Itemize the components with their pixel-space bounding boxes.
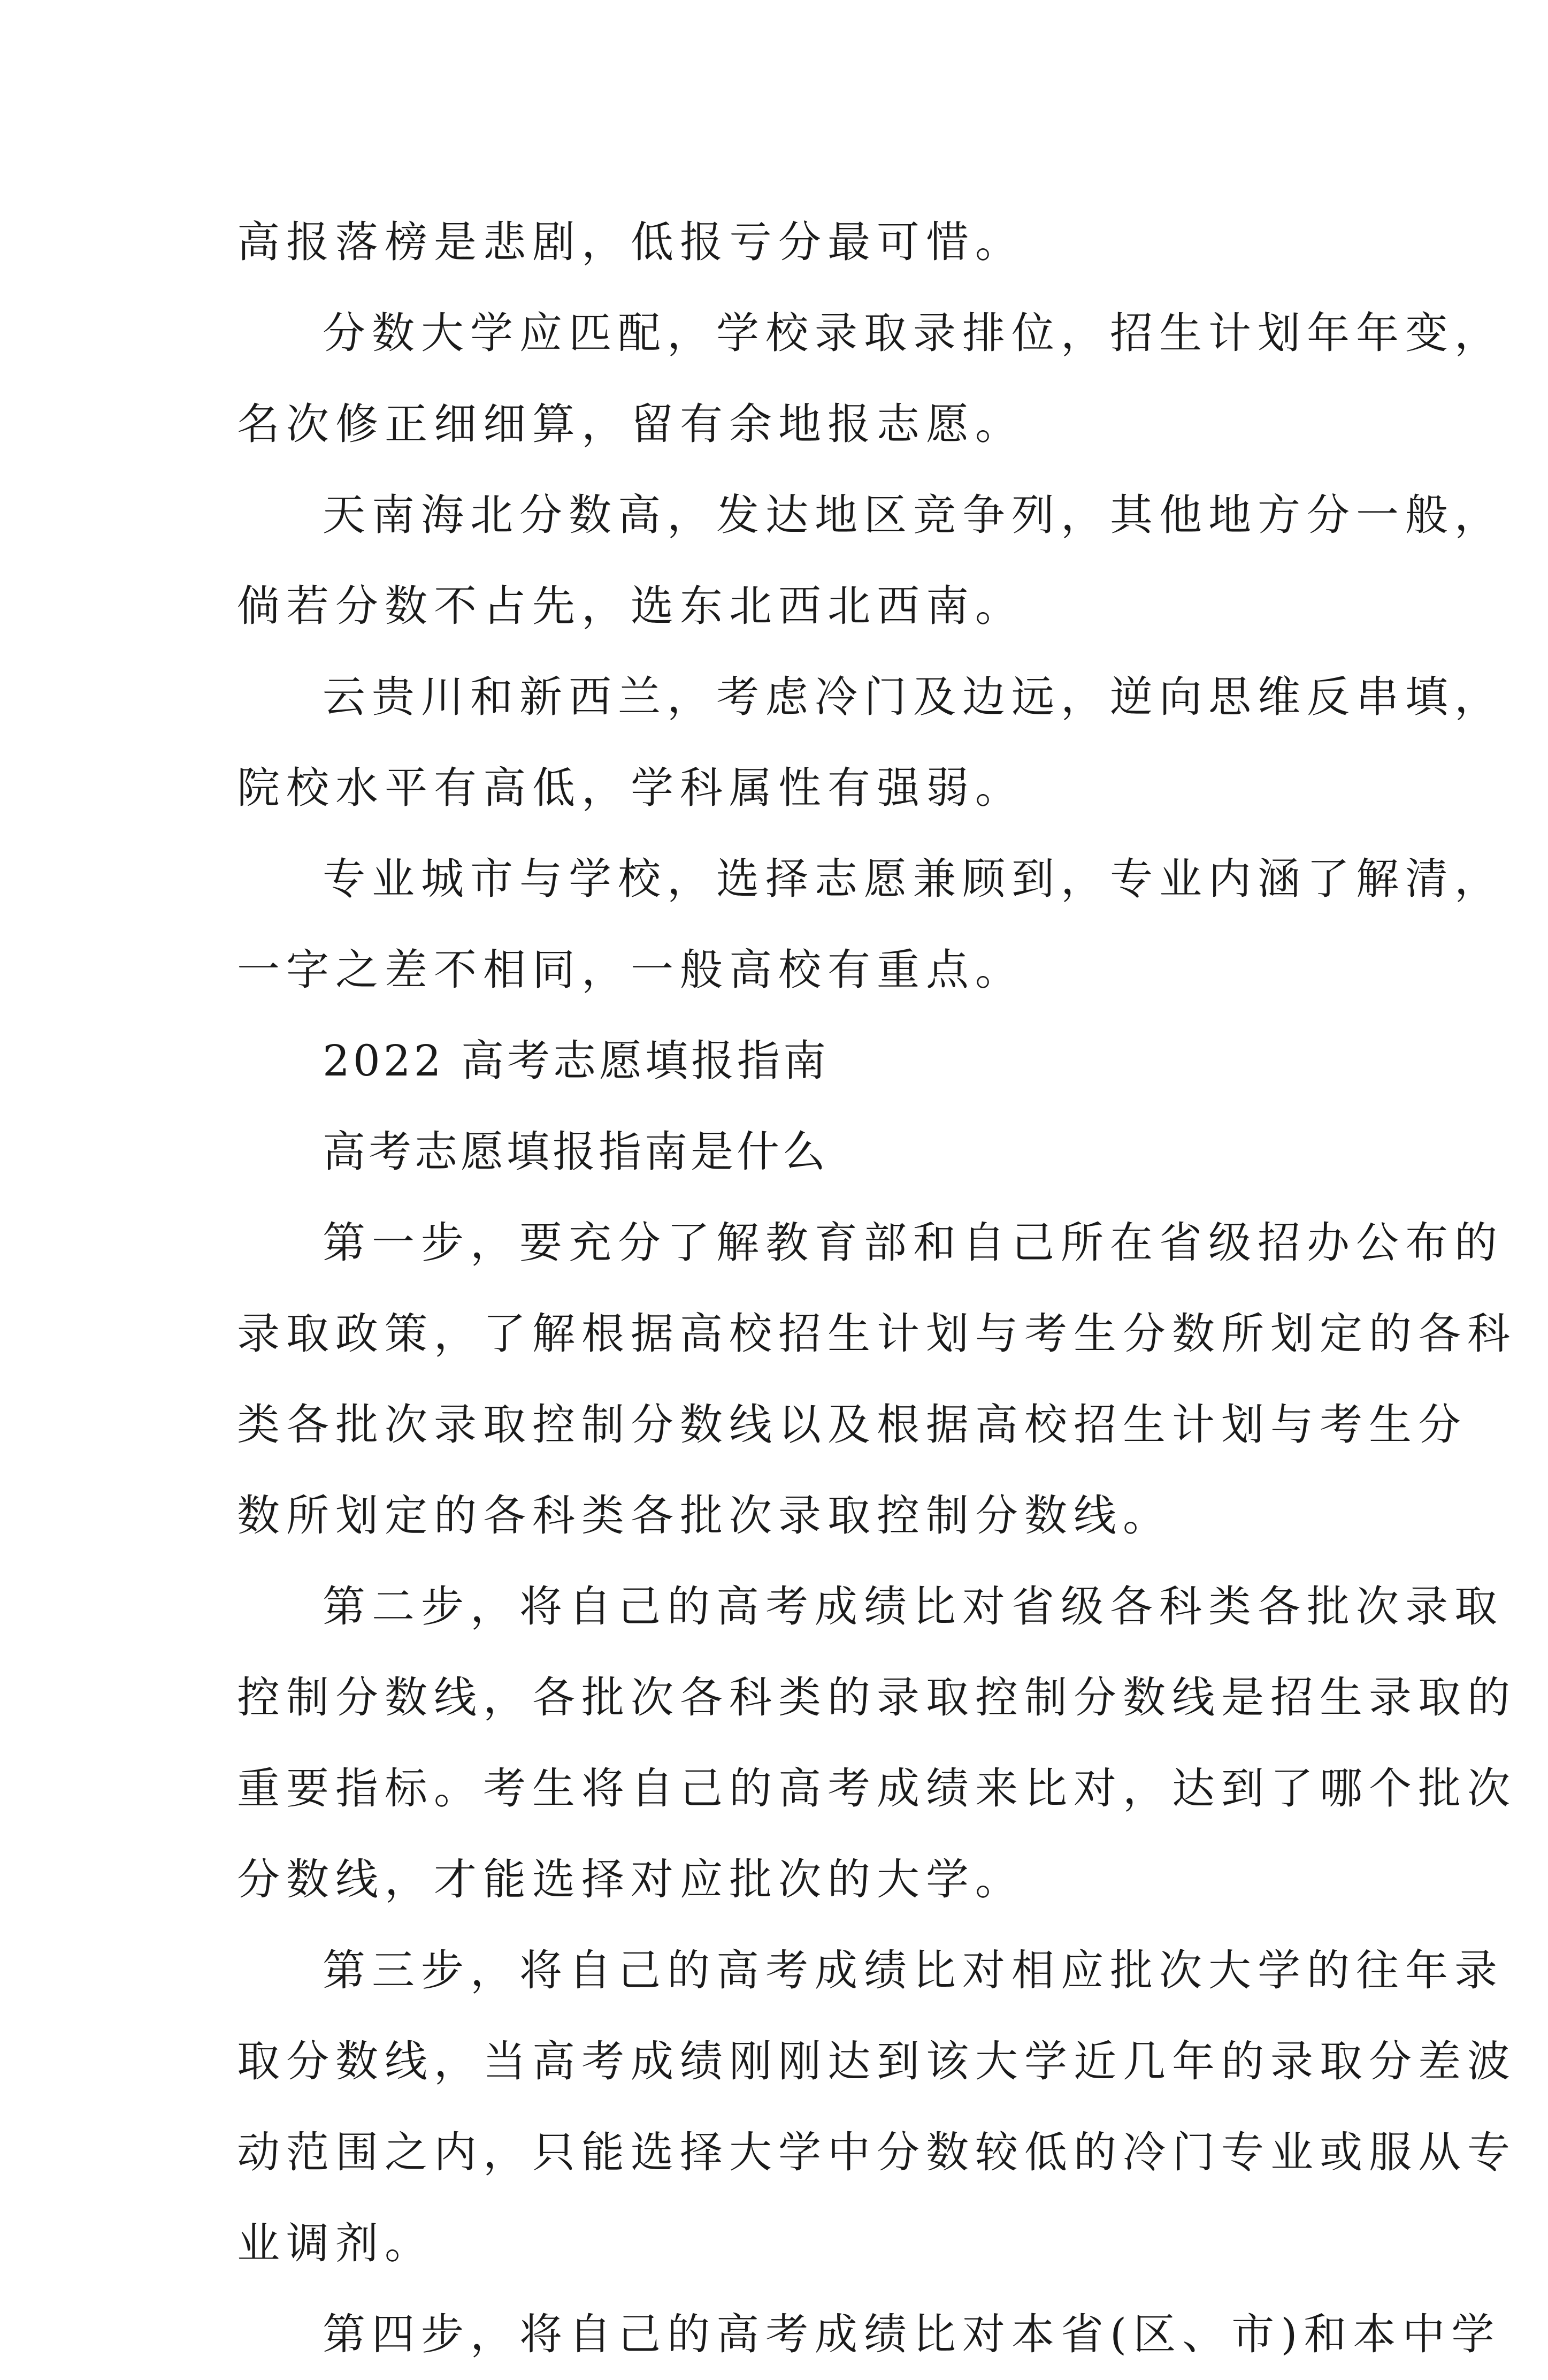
text-line: 数所划定的各科类各批次录取控制分数线。 — [237, 1491, 1172, 1540]
text-line: 录取政策，了解根据高校招生计划与考生分数所划定的各科 — [237, 1309, 1516, 1359]
text-line: 类各批次录取控制分数线以及根据高校招生计划与考生分 — [237, 1400, 1467, 1450]
text-line: 分数大学应匹配，学校录取录排位，招生计划年年变， — [323, 308, 1504, 358]
section-heading: 2022 高考志愿填报指南 — [323, 1036, 830, 1086]
document-body — [237, 197, 1516, 2380]
text-line: 第三步，将自己的高考成绩比对相应批次大学的往年录 — [323, 1946, 1504, 1995]
text-line: 第四步，将自己的高考成绩比对本省(区、市)和本中学 — [323, 2309, 1501, 2359]
text-line: 业调剂。 — [237, 2218, 434, 2268]
text-line: 取分数线，当高考成绩刚刚达到该大学近几年的录取分差波 — [237, 2036, 1516, 2086]
text-line: 高报落榜是悲剧，低报亏分最可惜。 — [237, 217, 1024, 267]
text-line: 动范围之内，只能选择大学中分数较低的冷门专业或服从专 — [237, 2127, 1516, 2177]
text-line: 第二步，将自己的高考成绩比对省级各科类各批次录取 — [323, 1582, 1504, 1631]
text-line: 倘若分数不占先，选东北西北西南。 — [237, 581, 1024, 631]
text-line: 云贵川和新西兰，考虑冷门及边远，逆向思维反串填， — [323, 672, 1504, 722]
text-line: 控制分数线，各批次各科类的录取控制分数线是招生录取的 — [237, 1673, 1516, 1722]
text-line: 第一步，要充分了解教育部和自己所在省级招办公布的 — [323, 1218, 1504, 1268]
text-line: 分数线，才能选择对应批次的大学。 — [237, 1855, 1024, 1904]
text-line: 专业城市与学校，选择志愿兼顾到，专业内涵了解清， — [323, 854, 1504, 904]
section-subheading: 高考志愿填报指南是什么 — [323, 1127, 829, 1177]
text-line: 名次修正细细算，留有余地报志愿。 — [237, 399, 1024, 449]
text-line: 重要指标。考生将自己的高考成绩来比对，达到了哪个批次 — [237, 1764, 1516, 1813]
text-line: 一字之差不相同，一般高校有重点。 — [237, 945, 1024, 995]
text-line: 天南海北分数高，发达地区竞争列，其他地方分一般， — [323, 490, 1504, 540]
text-line: 院校水平有高低，学科属性有强弱。 — [237, 763, 1024, 813]
